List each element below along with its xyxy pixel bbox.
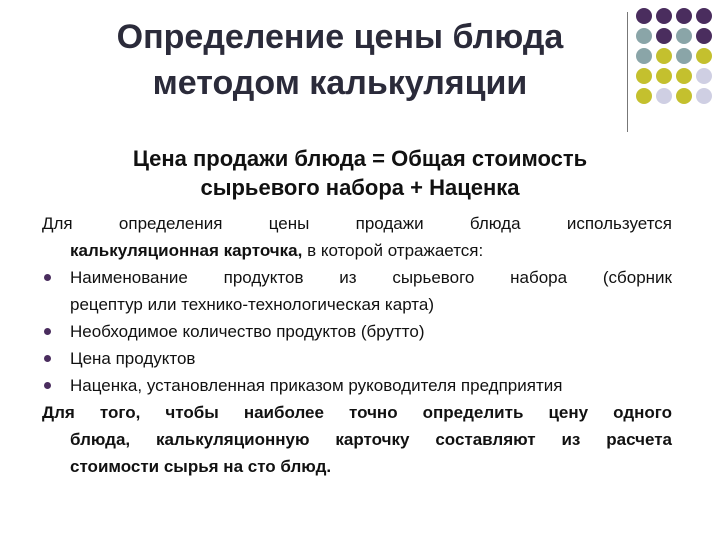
intro-paragraph bbox=[42, 210, 672, 264]
list-item bbox=[42, 372, 672, 399]
decorative-dot bbox=[656, 68, 672, 84]
decorative-dot bbox=[696, 88, 712, 104]
title-divider bbox=[627, 12, 628, 132]
slide-body bbox=[42, 210, 672, 480]
decorative-dot bbox=[676, 28, 692, 44]
decorative-dot bbox=[656, 88, 672, 104]
title-line-1: Определение цены блюда bbox=[116, 18, 564, 56]
list-item-line-2: рецептур или технико-технологическая карта) bbox=[70, 295, 434, 314]
decorative-dot bbox=[656, 8, 672, 24]
intro-line-2 bbox=[42, 237, 672, 264]
list-item-text: Цена продуктов bbox=[70, 349, 196, 368]
conclusion-paragraph bbox=[42, 399, 672, 480]
formula-line-2: сырьевого набора + Наценка bbox=[200, 175, 520, 200]
decorative-dot bbox=[676, 88, 692, 104]
decorative-dot bbox=[696, 48, 712, 64]
bullet-icon bbox=[44, 274, 51, 281]
decorative-dot-grid bbox=[636, 8, 712, 104]
list-item bbox=[42, 345, 672, 372]
decorative-dot bbox=[636, 68, 652, 84]
bullet-icon bbox=[44, 355, 51, 362]
conclusion-line-2: блюда, калькуляционную карточку составляют из расчета bbox=[70, 430, 672, 449]
list-item bbox=[42, 318, 672, 345]
conclusion-line-3: стоимости сырья на сто блюд. bbox=[70, 457, 332, 476]
decorative-dot bbox=[636, 28, 652, 44]
decorative-dot bbox=[636, 48, 652, 64]
list-item-line-1: Наименование продуктов из сырьевого набора (сборник bbox=[70, 268, 672, 287]
decorative-dot bbox=[676, 68, 692, 84]
title-line-2: методом калькуляции bbox=[152, 64, 528, 102]
bullet-icon bbox=[44, 328, 51, 335]
slide-title bbox=[60, 14, 620, 106]
list-item-text: Необходимое количество продуктов (брутто) bbox=[70, 322, 425, 341]
decorative-dot bbox=[656, 48, 672, 64]
decorative-dot bbox=[676, 48, 692, 64]
intro-bold-term: калькуляционная карточка, bbox=[70, 241, 303, 260]
decorative-dot bbox=[636, 8, 652, 24]
bullet-icon bbox=[44, 382, 51, 389]
decorative-dot bbox=[696, 28, 712, 44]
formula-line-1: Цена продажи блюда = Общая стоимость bbox=[132, 146, 588, 171]
decorative-dot bbox=[696, 8, 712, 24]
list-item-text: Наценка, установленная приказом руководителя предприятия bbox=[70, 376, 563, 395]
intro-rest: в которой отражается: bbox=[302, 241, 484, 260]
decorative-dot bbox=[696, 68, 712, 84]
conclusion-line-1: Для того, чтобы наиболее точно определить цену одного bbox=[42, 403, 672, 422]
list-item bbox=[42, 264, 672, 318]
decorative-dot bbox=[676, 8, 692, 24]
decorative-dot bbox=[636, 88, 652, 104]
intro-line-1: Для определения цены продажи блюда используется bbox=[42, 214, 672, 233]
decorative-dot bbox=[656, 28, 672, 44]
price-formula bbox=[60, 144, 660, 202]
